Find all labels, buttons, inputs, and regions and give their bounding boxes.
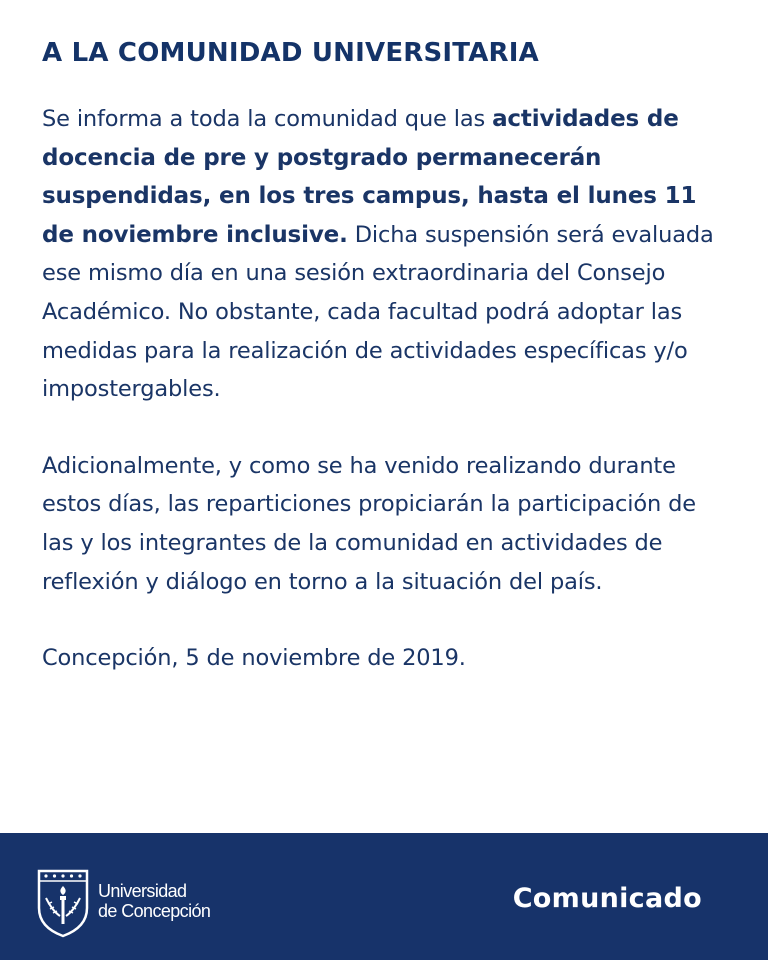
- university-name-line2: de Concepción: [98, 901, 211, 921]
- university-logo: [36, 868, 236, 938]
- paragraph-highlight: actividades de docencia de pre y postgrado permanecerán suspendidas, en los tres campus, hasta el lunes 11 de noviembre inclusive.: [42, 106, 697, 248]
- footer-bar: [0, 833, 768, 960]
- university-name-line1: Universidad: [98, 881, 187, 901]
- signature-date: Concepción, 5 de noviembre de 2019.: [42, 645, 466, 672]
- page-title: A LA COMUNIDAD UNIVERSITARIA: [42, 38, 539, 68]
- paragraph-additional: Adicionalmente, y como se ha venido realizando durante estos días, las reparticiones propiciarán la participación de las y los integrantes de la comunidad en actividades de reflexión y diálogo en torno a la situación del país.: [42, 452, 696, 595]
- paragraph-rest: Dicha suspensión será evaluada ese mismo día en una sesión extraordinaria del Consejo Académico. No obstante, cada facultad podrá adoptar las medidas para la realización de actividades específicas y/o impostergables.: [42, 221, 714, 403]
- university-shield-icon: [36, 868, 90, 938]
- university-name: [98, 881, 210, 921]
- paragraph-intro: Se informa a toda la comunidad que las: [42, 106, 493, 132]
- paragraph-suspension: [42, 100, 732, 409]
- notice-body: [42, 38, 732, 678]
- communique-label: Comunicado: [512, 883, 702, 914]
